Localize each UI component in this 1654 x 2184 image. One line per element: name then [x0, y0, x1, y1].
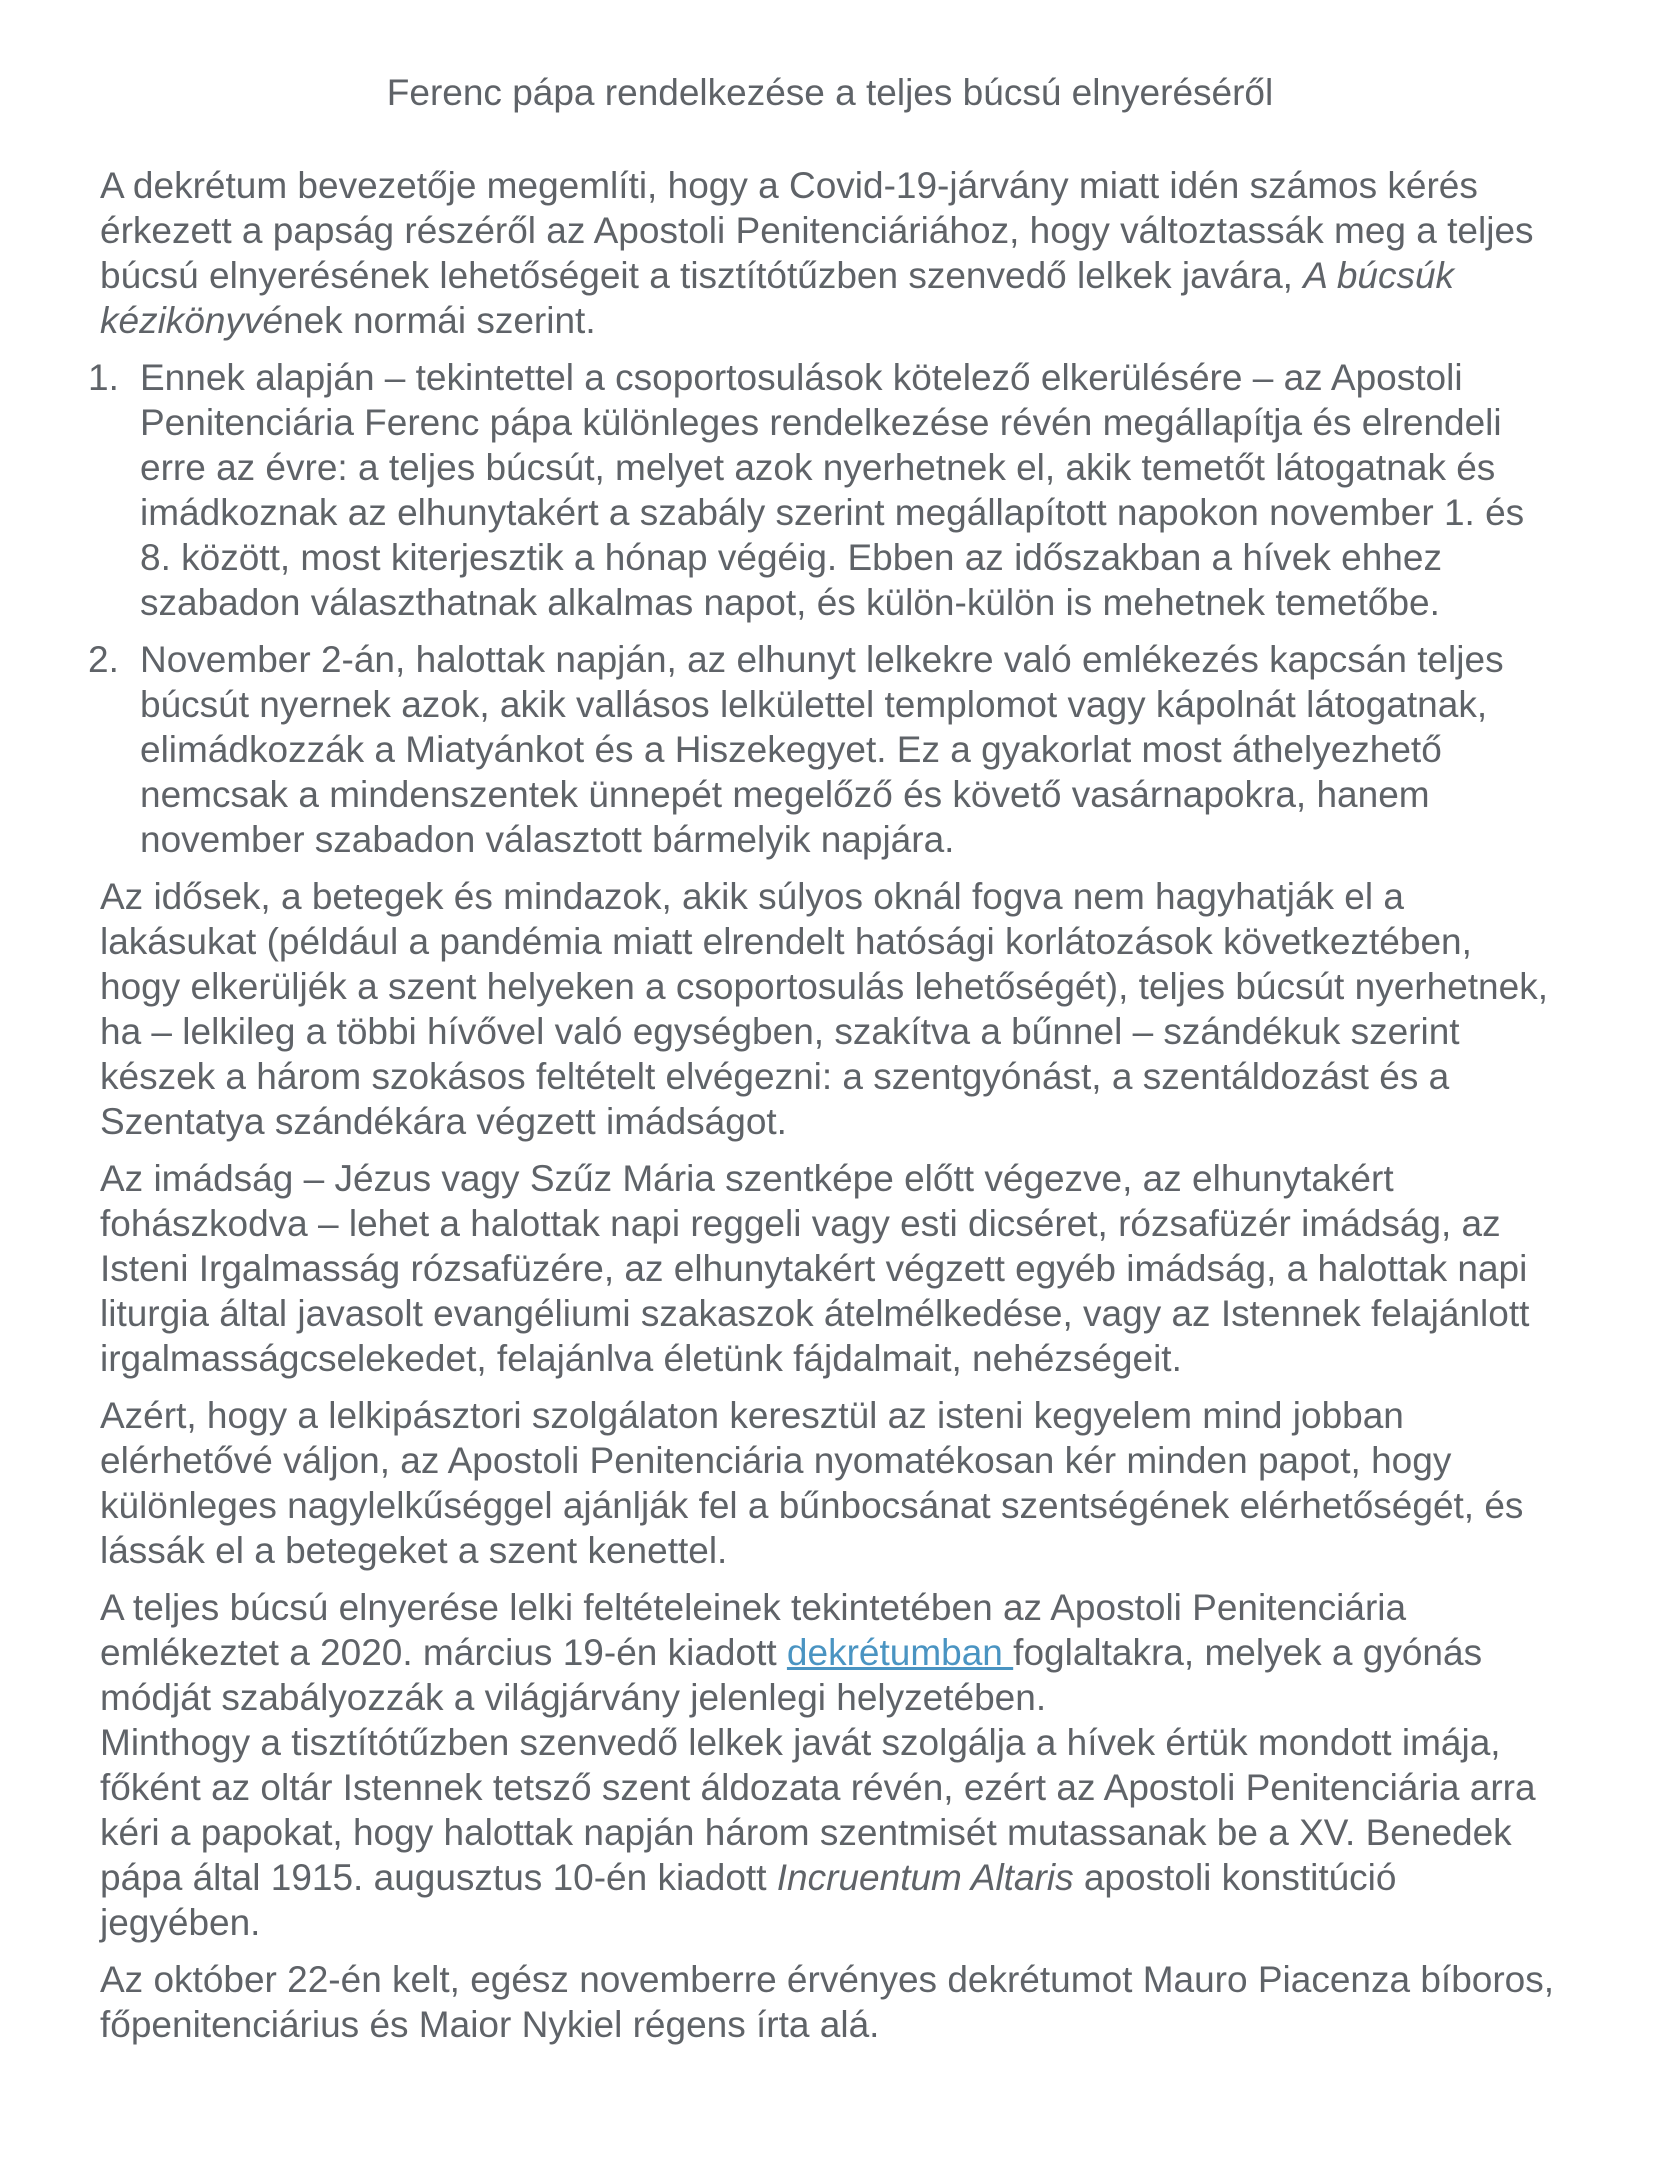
text-run: November 2-án, halottak napján, az elhunyt lelkekre való emlékezés kapcsán teljes búcsút nyernek azok, akik vallásos lelkülettel templomot vagy kápolnát látogatnak, elimádkozzák a Miatyánkot és a Hiszekegyet. Ez a gyakorlat most áthelyezhető nemcsak a mindenszentek ünnepét megelőző és követő vasárnapokra, hanem november szabadon választott bármelyik napjára. — [140, 639, 1504, 860]
paragraph — [100, 163, 1560, 343]
text-run: Azért, hogy a lelkipásztori szolgálaton keresztül az isteni kegyelem mind jobban elérhetővé váljon, az Apostoli Penitenciária nyomatékosan kér minden papot, hogy különleges nagylelkűséggel ajánlják fel a bűnbocsánat szentségének elérhetőségét, és lássák el a betegeket a szent kenettel. — [100, 1395, 1524, 1571]
list-item-text — [140, 355, 1560, 625]
list-item-number: 2. — [88, 639, 119, 680]
text-run: apostoli konstitúció jegyében. — [100, 1857, 1397, 1943]
text-run: Minthogy a tisztítótűzben szenvedő lelkek javát szolgálja a hívek értük mondott imája, főként az oltár Istennek tetsző szent áldozata révén, ezért az Apostoli Penitenciária arra kéri a papokat, hogy halottak napján három szentmisét mutassanak be a XV. Benedek pápa által 1915. augusztus 10-én kiadott — [100, 1722, 1536, 1898]
list-item-text — [140, 637, 1560, 862]
text-run: A dekrétum bevezetője megemlíti, hogy a Covid-19-járvány miatt idén számos kérés érkezett a papság részéről az Apostoli Penitenciáriához, hogy változtassák meg a teljes búcsú elnyerésének lehetőségeit a tisztítótűzben szenvedő lelkek javára, — [100, 165, 1534, 296]
italic-text: A búcsúk kézikönyvé — [100, 255, 1455, 341]
list-item-1 — [88, 355, 1560, 625]
text-run: foglaltakra, melyek a gyónás módját szabályozzák a világjárvány jelenlegi helyzetében. — [100, 1632, 1483, 1718]
paragraph — [100, 1393, 1560, 1573]
text-run: nek normái szerint. — [283, 300, 596, 341]
decree-link[interactable]: dekrétumban — [786, 1632, 1014, 1673]
italic-text: Incruentum Altaris — [776, 1857, 1074, 1898]
text-run: Az imádság – Jézus vagy Szűz Mária szentképe előtt végezve, az elhunytakért fohászkodva – lehet a halottak napi reggeli vagy esti dicséret, rózsafüzér imádság, az Isteni Irgalmasság rózsafüzére, az elhunytakért végzett egyéb imádság, a halottak napi liturgia által javasolt evangéliumi szakaszok átelmélkedése, vagy az Istennek felajánlott irgalmasságcselekedet, felajánlva életünk fájdalmait, nehézségeit. — [100, 1158, 1530, 1379]
paragraph — [100, 1957, 1560, 2047]
text-run: Az idősek, a betegek és mindazok, akik súlyos oknál fogva nem hagyhatják el a lakásukat (például a pandémia miatt elrendelt hatósági korlátozások következtében, hogy elkerüljék a szent helyeken a csoportosulás lehetőségét), teljes búcsút nyerhetnek, ha – lelkileg a többi hívővel való egységben, szakítva a bűnnel – szándékuk szerint készek a három szokásos feltételt elvégezni: a szentgyónást, a szentáldozást és a Szentatya szándékára végzett imádságot. — [100, 876, 1548, 1142]
text-run: Az október 22-én kelt, egész novemberre érvényes dekrétumot Mauro Piacenza bíboros, főpenitenciárius és Maior Nykiel régens írta alá. — [100, 1959, 1555, 2045]
paragraph — [100, 1156, 1560, 1381]
text-run: Ennek alapján – tekintettel a csoportosulások kötelező elkerülésére – az Apostoli Penitenciária Ferenc pápa különleges rendelkezése révén megállapítja és elrendeli erre az évre: a teljes búcsút, melyet azok nyerhetnek el, akik temetőt látogatnak és imádkoznak az elhunytakért a szabály szerint megállapított napokon november 1. és 8. között, most kiterjesztik a hónap végéig. Ebben az időszakban a hívek ehhez szabadon választhatnak alkalmas napot, és külön-külön is mehetnek temetőbe. — [140, 357, 1525, 623]
paragraph — [100, 1585, 1560, 1945]
page-title: Ferenc pápa rendelkezése a teljes búcsú elnyeréséről — [386, 72, 1274, 113]
list-item-2 — [88, 637, 1560, 862]
text-run: A teljes búcsú elnyerése lelki feltételeinek tekintetében az Apostoli Penitenciária emlékeztet a 2020. március 19-én kiadott — [100, 1587, 1407, 1673]
document-content — [88, 163, 1560, 2047]
paragraph — [100, 874, 1560, 1144]
list-item-number: 1. — [88, 357, 119, 398]
